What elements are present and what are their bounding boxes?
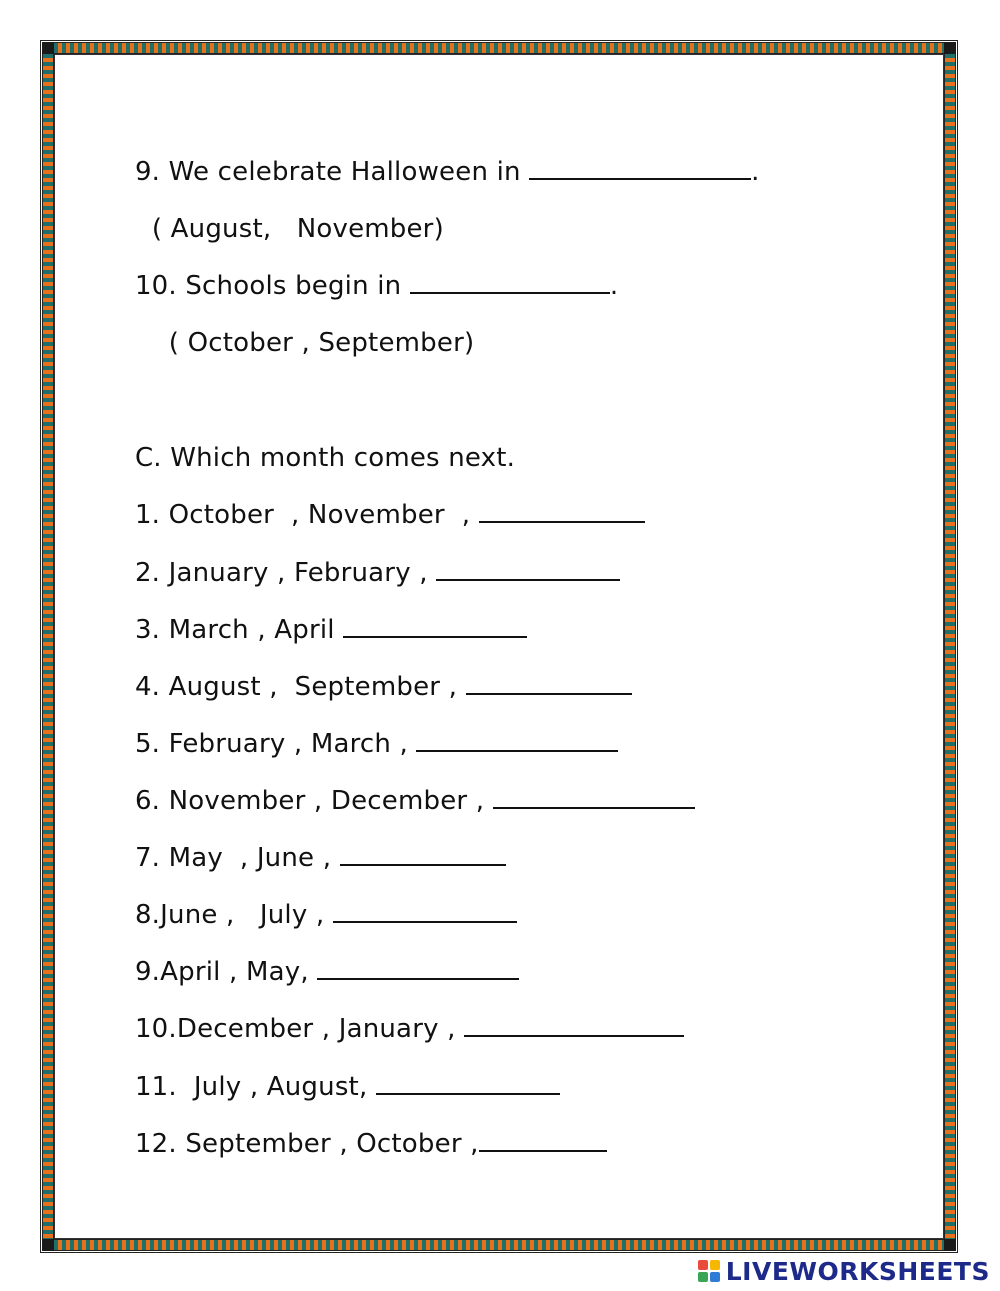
answer-blank[interactable] (479, 1128, 607, 1152)
answer-blank[interactable] (479, 499, 645, 523)
list-item: 1. October , November , (118, 467, 645, 531)
answer-blank[interactable] (343, 614, 527, 638)
answer-blank[interactable] (333, 899, 517, 923)
answer-blank[interactable] (436, 557, 620, 581)
section-c-heading: C. Which month comes next. (134, 443, 516, 473)
logo-mark-icon (698, 1260, 720, 1282)
border-corner-bl (42, 1239, 54, 1251)
list-item: 6. November , December , (118, 753, 695, 817)
list-item: 11. July , August, (118, 1039, 560, 1103)
answer-blank[interactable] (410, 270, 610, 294)
answer-blank[interactable] (466, 671, 632, 695)
border-left-stripe (42, 42, 54, 1249)
question-b10: 10. Schools begin in . (134, 271, 619, 301)
question-b9: 9. We celebrate Halloween in . (134, 157, 760, 187)
list-item: 9.April , May, (118, 924, 519, 988)
list-item: 4. August , September , (118, 639, 632, 703)
list-item: 5. February , March , (118, 696, 618, 760)
list-item: 8.June , July , (118, 867, 517, 931)
border-bottom-stripe (42, 1239, 954, 1251)
options-b9: ( August, November) (134, 214, 444, 244)
answer-blank[interactable] (464, 1013, 684, 1037)
border-corner-br (944, 1239, 956, 1251)
list-item: 2. January , February , (118, 525, 620, 589)
border-right-stripe (944, 42, 956, 1249)
list-item: 7. May , June , (118, 810, 506, 874)
list-item: 10.December , January , (118, 981, 684, 1045)
answer-blank[interactable] (340, 842, 506, 866)
border-corner-tl (42, 42, 54, 54)
border-corner-tr (944, 42, 956, 54)
answer-blank[interactable] (529, 156, 751, 180)
answer-blank[interactable] (317, 956, 519, 980)
answer-blank[interactable] (416, 728, 618, 752)
options-b10: ( October , September) (134, 328, 475, 358)
border-top-stripe (42, 42, 954, 54)
list-item: 3. March , April (118, 582, 527, 646)
logo-text: LIVEWORKSHEETS (725, 1256, 990, 1286)
list-item: 12. September , October , (118, 1096, 607, 1160)
answer-blank[interactable] (493, 785, 695, 809)
answer-blank[interactable] (376, 1071, 560, 1095)
liveworksheets-logo (698, 1255, 990, 1287)
